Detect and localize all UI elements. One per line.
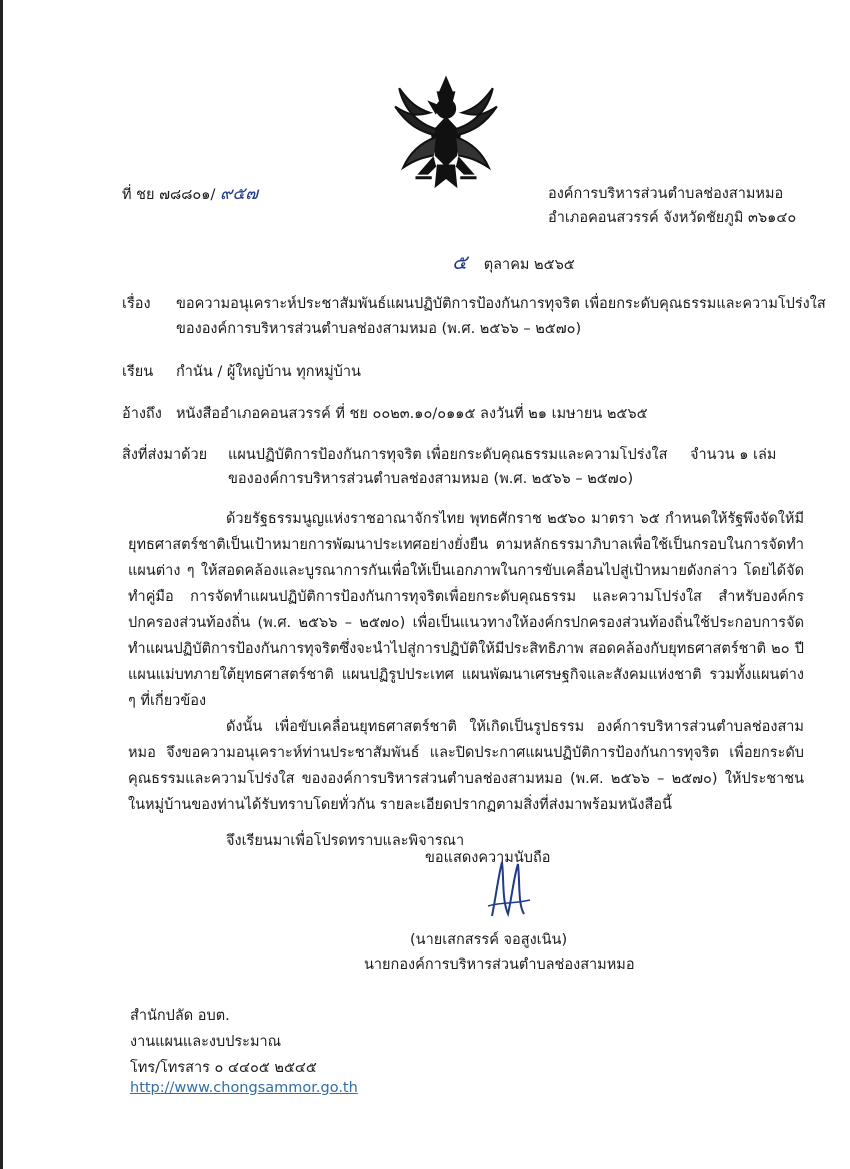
enclosure-line-2: ขององค์การบริหารส่วนตำบลช่องสามหมอ (พ.ศ. ๒๕๖๖ – ๒๕๗๐) — [228, 471, 634, 487]
signer-position: นายกองค์การบริหารส่วนตำบลช่องสามหมอ — [364, 957, 635, 973]
footer-website-link[interactable]: http://www.chongsammor.go.th — [130, 1080, 358, 1096]
subject-label: เรื่อง — [122, 296, 151, 312]
reference-value: หนังสืออำเภอคอนสวรรค์ ที่ ชย ๐๐๒๓.๑๐/๐๑๑๕ ลงวันที่ ๒๑ เมษายน ๒๕๖๕ — [176, 406, 648, 422]
letter-body — [128, 506, 804, 854]
signer-name: (นายเสกสรรค์ จอสูงเนิน) — [410, 932, 568, 948]
to-value: กำนัน / ผู้ใหญ่บ้าน ทุกหมู่บ้าน — [176, 364, 361, 380]
letter-date — [452, 246, 575, 278]
body-paragraph-1: ด้วยรัฐธรรมนูญแห่งราชอาณาจักรไทย พุทธศักราช ๒๕๖๐ มาตรา ๖๕ กำหนดให้รัฐพึงจัดให้มียุทธศาสตร์ชาติเป็นเป้าหมายการพัฒนาประเทศอย่างยั่งยืน ตามหลักธรรมาภิบาลเพื่อใช้เป็นกรอบในการจัดทำแผนต่าง ๆ ให้สอดคล้องและบูรณาการกันเพื่อให้เป็นเอกภาพในการขับเคลื่อนไปสู่เป้าหมายดังกล่าว โดยได้จัดทำคู่มือ การจัดทำแผนปฏิบัติการป้องกันการทุจริตเพื่อยกระดับคุณธรรม และความโปร่งใส สำหรับองค์กรปกครองส่วนท้องถิ่น (พ.ศ. ๒๕๖๖ – ๒๕๗๐) เพื่อเป็นแนวทางให้องค์กรปกครองส่วนท้องถิ่นใช้ประกอบการจัดทำแผนปฏิบัติการป้องกันการทุจริตซึ่งจะนำไปสู่การปฏิบัติให้มีประสิทธิภาพ สอดคล้องกับยุทธศาสตร์ชาติ ๒๐ ปี แผนแม่บทภายใต้ยุทธศาสตร์ชาติ แผนปฏิรูปประเทศ แผนพัฒนาเศรษฐกิจและสังคมแห่งชาติ รวมทั้งแผนต่าง ๆ ที่เกี่ยวข้อง — [128, 511, 804, 709]
scan-edge — [0, 0, 3, 1169]
org-address: อำเภอคอนสวรรค์ จังหวัดชัยภูมิ ๓๖๑๔๐ — [548, 210, 797, 226]
footer-office: สำนักปลัด อบต. — [130, 1008, 230, 1024]
ref-no-handwritten: ๙๕๗ — [219, 184, 259, 204]
enclosure-quantity: จำนวน ๑ เล่ม — [690, 447, 777, 463]
body-paragraph-2: ดังนั้น เพื่อขับเคลื่อนยุทธศาสตร์ชาติ ให้เกิดเป็นรูปธรรม องค์การบริหารส่วนตำบลช่องสามหมอ จึงขอความอนุเคราะห์ท่านประชาสัมพันธ์ และปิดประกาศแผนปฏิบัติการป้องกันการทุจริต เพื่อยกระดับคุณธรรมและความโปร่งใส ขององค์การบริหารส่วนตำบลช่องสามหมอ (พ.ศ. ๒๕๖๖ – ๒๕๗๐) ให้ประชาชนในหมู่บ้านของท่านได้รับทราบโดยทั่วกัน รายละเอียดปรากฏตามสิ่งที่ส่งมาพร้อมหนังสือนี้ — [128, 719, 804, 813]
regards: ขอแสดงความนับถือ — [425, 850, 551, 866]
org-name: องค์การบริหารส่วนตำบลช่องสามหมอ — [548, 186, 784, 202]
enclosure-label: สิ่งที่ส่งมาด้วย — [122, 447, 208, 463]
date-day-handwritten: ๕ — [452, 250, 468, 274]
footer-section: งานแผนและงบประมาณ — [130, 1034, 282, 1050]
closing-sentence: จึงเรียนมาเพื่อโปรดทราบและพิจารณา — [226, 833, 465, 849]
to-label: เรียน — [122, 364, 154, 380]
subject-line-1: ขอความอนุเคราะห์ประชาสัมพันธ์แผนปฏิบัติการป้องกันการทุจริต เพื่อยกระดับคุณธรรมและความโปร่งใส — [176, 296, 826, 312]
enclosure-line-1: แผนปฏิบัติการป้องกันการทุจริต เพื่อยกระดับคุณธรรมและความโปร่งใส — [228, 447, 668, 463]
ref-no-printed: ที่ ชย ๗๘๘๐๑/ — [122, 187, 216, 203]
handwritten-signature-icon — [478, 856, 538, 920]
garuda-emblem-icon — [385, 72, 507, 194]
reference-label: อ้างถึง — [122, 406, 162, 422]
date-month-year: ตุลาคม ๒๕๖๕ — [483, 257, 575, 273]
footer-phone: โทร/โทรสาร ๐ ๔๔๐๕ ๒๕๔๕ — [130, 1060, 317, 1076]
reference-number — [122, 180, 258, 207]
subject-line-2: ขององค์การบริหารส่วนตำบลช่องสามหมอ (พ.ศ. ๒๕๖๖ – ๒๕๗๐) — [176, 321, 582, 337]
